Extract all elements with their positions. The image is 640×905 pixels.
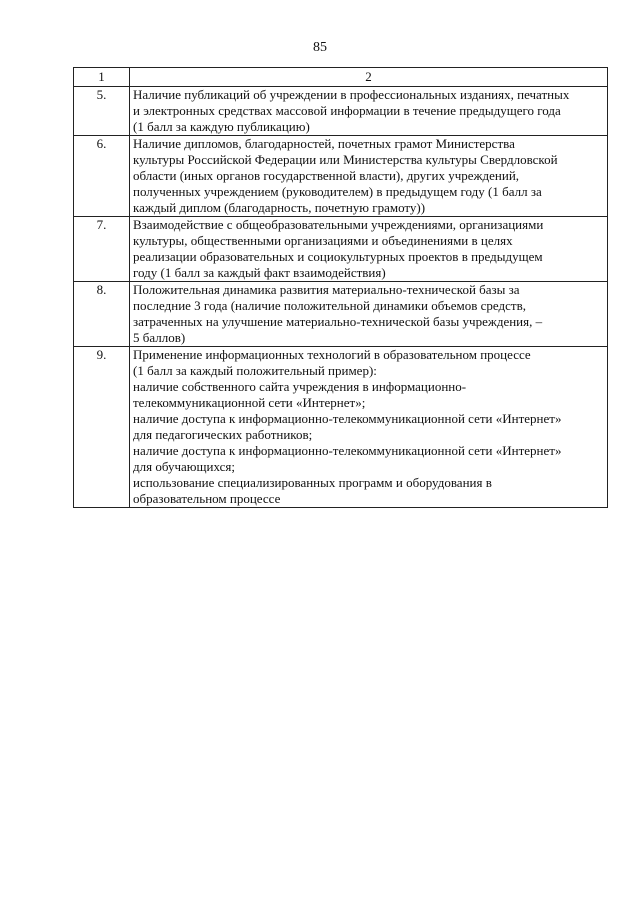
criterion-line: реализации образовательных и социокультурных проектов в предыдущем <box>133 249 543 264</box>
criterion-line: наличие собственного сайта учреждения в информационно- <box>133 379 467 394</box>
criterion-text <box>130 136 608 217</box>
criterion-line: (1 балл за каждый положительный пример): <box>133 363 377 378</box>
criterion-line: Взаимодействие с общеобразовательными учреждениями, организациями <box>133 217 544 232</box>
row-number: 7. <box>74 217 130 282</box>
table-row <box>74 282 608 347</box>
criterion-line: Наличие публикаций об учреждении в профессиональных изданиях, печатных <box>133 87 570 102</box>
criterion-line: для педагогических работников; <box>133 427 313 442</box>
table-row <box>74 217 608 282</box>
criterion-line: и электронных средствах массовой информации в течение предыдущего года <box>133 103 561 118</box>
criterion-line: Применение информационных технологий в образовательном процессе <box>133 347 531 362</box>
criterion-line: Положительная динамика развития материально-технической базы за <box>133 282 520 297</box>
table-header-row <box>74 68 608 87</box>
table-row <box>74 136 608 217</box>
criterion-line: полученных учреждением (руководителем) в предыдущем году (1 балл за <box>133 184 542 199</box>
criterion-text <box>130 282 608 347</box>
criterion-text <box>130 347 608 508</box>
criterion-line: области (иных органов государственной власти), других учреждений, <box>133 168 520 183</box>
row-number: 6. <box>74 136 130 217</box>
row-number: 5. <box>74 87 130 136</box>
table-row <box>74 87 608 136</box>
criterion-line: использование специализированных программ и оборудования в <box>133 475 492 490</box>
criterion-line: наличие доступа к информационно-телекоммуникационной сети «Интернет» <box>133 411 562 426</box>
criterion-line: для обучающихся; <box>133 459 235 474</box>
criterion-line: Наличие дипломов, благодарностей, почетных грамот Министерства <box>133 136 515 151</box>
row-number: 9. <box>74 347 130 508</box>
table-row <box>74 347 608 508</box>
criterion-line: телекоммуникационной сети «Интернет»; <box>133 395 366 410</box>
criterion-line: наличие доступа к информационно-телекоммуникационной сети «Интернет» <box>133 443 562 458</box>
row-number: 8. <box>74 282 130 347</box>
criterion-text <box>130 87 608 136</box>
page-number: 85 <box>313 40 327 55</box>
column-header-2: 2 <box>130 68 608 87</box>
criterion-line: каждый диплом (благодарность, почетную грамоту)) <box>133 200 426 215</box>
column-header-1: 1 <box>74 68 130 87</box>
criterion-line: (1 балл за каждую публикацию) <box>133 119 310 134</box>
criterion-line: образовательном процессе <box>133 491 281 506</box>
criterion-line: затраченных на улучшение материально-технической базы учреждения, – <box>133 314 543 329</box>
criterion-line: 5 баллов) <box>133 330 186 345</box>
criterion-line: культуры Российской Федерации или Министерства культуры Свердловской <box>133 152 558 167</box>
criterion-line: последние 3 года (наличие положительной динамики объемов средств, <box>133 298 526 313</box>
criteria-table <box>73 67 608 508</box>
criterion-line: году (1 балл за каждый факт взаимодействия) <box>133 265 386 280</box>
criterion-line: культуры, общественными организациями и объединениями в целях <box>133 233 513 248</box>
criterion-text <box>130 217 608 282</box>
